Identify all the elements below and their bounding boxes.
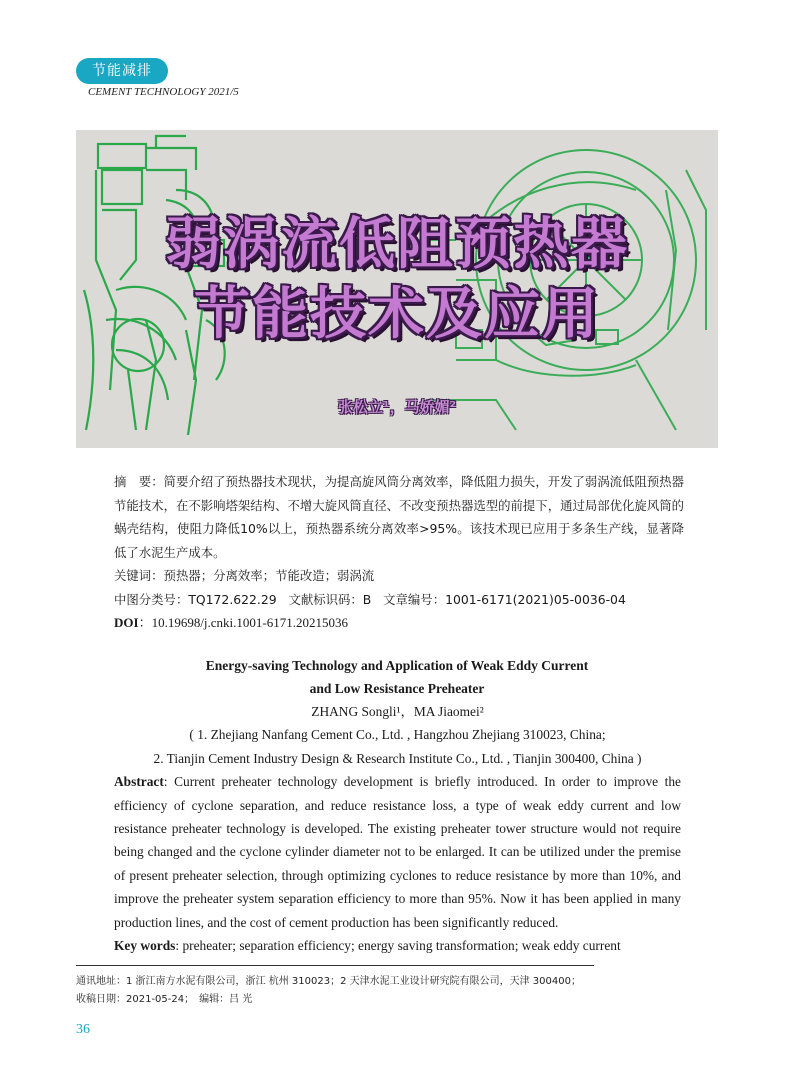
- journal-issue: CEMENT TECHNOLOGY 2021/5: [88, 86, 239, 98]
- abstract-text: ：简要介绍了预热器技术现状，为提高旋风筒分离效率，降低阻力损失，开发了弱涡流低阻预热器节能技术，在不影响塔架结构、不增大旋风筒直径、不改变预热器选型的前提下，通过局部优化旋风筒的蜗壳结构，使阻力降低10%以上，预热器系统分离效率>95%。该技术现已应用于多条生产线，显著降低了水泥生产成本。: [114, 474, 685, 560]
- english-title-line2: and Low Resistance Preheater: [309, 681, 485, 696]
- banner-title-line1: 弱涡流低阻预热器: [165, 212, 629, 277]
- classification-line: [114, 588, 684, 612]
- class-label: 中图分类号: [114, 591, 176, 607]
- doc-code-value: ：B: [350, 591, 372, 607]
- affiliation-2: 2. Tianjin Cement Industry Design & Research Institute Co., Ltd. , Tianjin 300400, China ): [153, 750, 642, 766]
- footnote-received: 收稿日期：2021-05-24； 编辑：吕 光: [76, 994, 253, 1005]
- footnote-address: 通讯地址：1 浙江南方水泥有限公司，浙江 杭州 310023；2 天津水泥工业设计研究院有限公司，天津 300400；: [76, 976, 581, 987]
- english-keywords-label: Key words: [114, 938, 176, 954]
- doc-code-label: 文献标识码: [288, 591, 351, 607]
- chinese-abstract-block: [114, 470, 684, 635]
- section-badge: 节能减排: [76, 58, 168, 84]
- english-abstract-block: [114, 700, 681, 957]
- chinese-abstract: [114, 470, 684, 564]
- affiliation-1: ( 1. Zhejiang Nanfang Cement Co., Ltd. , Hangzhou Zhejiang 310023, China;: [189, 727, 606, 743]
- article-no-label: 文章编号: [383, 591, 433, 607]
- doi-label: DOI: [114, 615, 139, 630]
- abstract-label: 摘 要: [114, 474, 152, 489]
- doi-value: ：10.19698/j.cnki.1001-6171.20215036: [138, 615, 348, 630]
- english-authors: ZHANG Songli¹，MA Jiaomei²: [311, 704, 484, 719]
- english-abstract: [114, 770, 681, 934]
- banner-title-line2: 节能技术及应用: [194, 282, 600, 347]
- doi-line: [114, 611, 684, 635]
- keywords-label: 关键词: [114, 568, 152, 583]
- footnote-divider: [76, 965, 594, 966]
- english-title-line1: Energy-saving Technology and Application of Weak Eddy Current: [205, 658, 589, 673]
- title-banner: [76, 130, 718, 448]
- page-number: 36: [76, 1022, 90, 1037]
- chinese-keywords: [114, 564, 684, 588]
- banner-authors: 张松立¹，马娇媚²: [338, 398, 457, 416]
- english-keywords: [114, 934, 681, 957]
- english-title: [76, 654, 718, 700]
- class-value: ：TQ172.622.29: [175, 591, 277, 607]
- article-no-value: ：1001-6171(2021)05-0036-04: [432, 591, 626, 607]
- keywords-text: ：预热器；分离效率；节能改造；弱涡流: [151, 568, 375, 583]
- english-abstract-label: Abstract: [114, 774, 164, 790]
- english-abstract-text: : Current preheater technology development is briefly introduced. In order to improve the efficiency of cyclone separation, and reduce resistance loss, a type of weak eddy current and low resistance preheater technology is developed. The existing preheater tower structure would not require being changed and the cyclone cylinder diameter not to be enlarged. It can be utilized under the premise of present preheater selection, through optimizing cyclones to reduce resistance by more than 10%, and improve the preheater system separation efficiency to more than 95%. Now it has been applied in many production lines, and the cost of cement production has been significantly reduced.: [114, 774, 681, 930]
- english-keywords-text: : preheater; separation efficiency; energy saving transformation; weak eddy current: [175, 938, 621, 954]
